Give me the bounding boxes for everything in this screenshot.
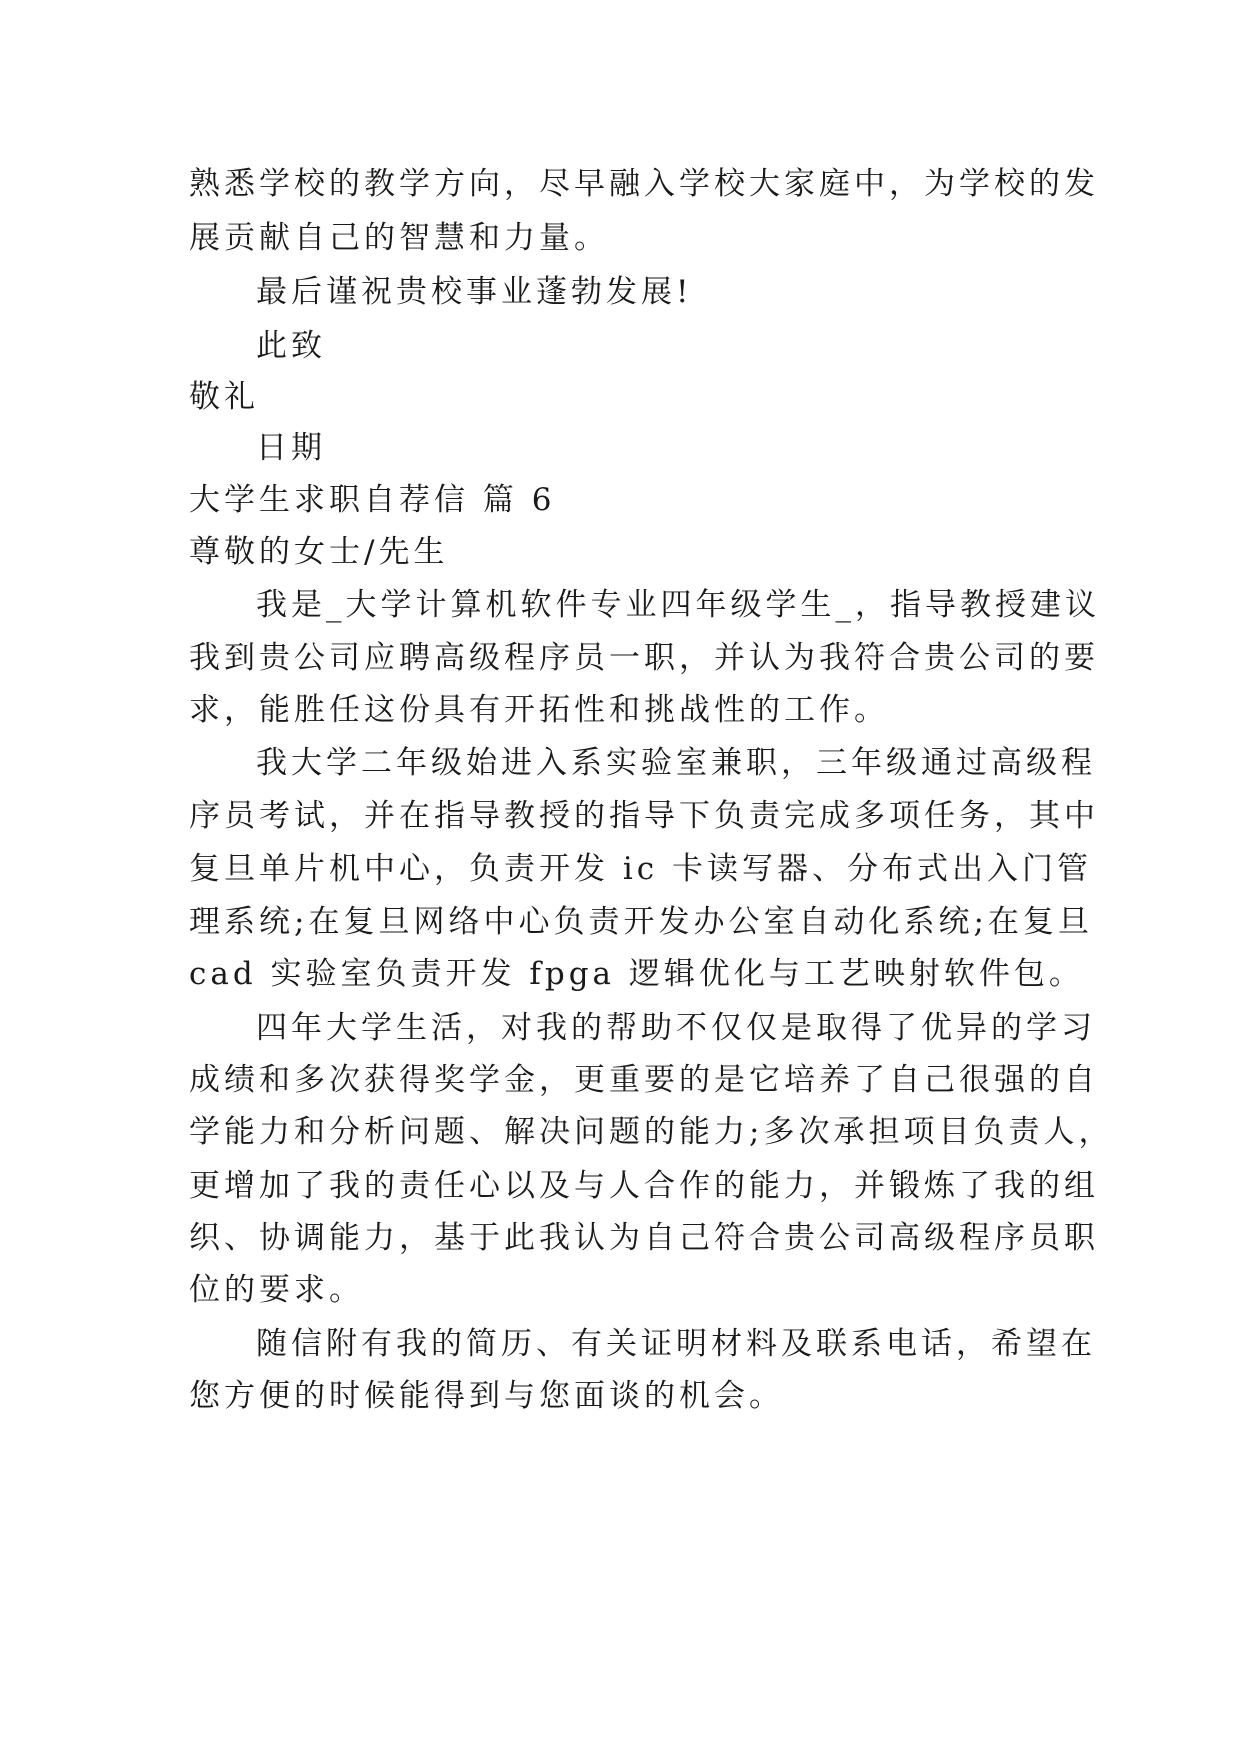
paragraph-line: 四年大学生活，对我的帮助不仅仅是取得了优异的学习 <box>256 1010 1096 1046</box>
paragraph-line: 随信附有我的简历、有关证明材料及联系电话，希望在 <box>256 1326 1096 1362</box>
paragraph-line: 学能力和分析问题、解决问题的能力;多次承担项目负责人， <box>189 1114 1114 1150</box>
paragraph-line: 成绩和多次获得奖学金，更重要的是它培养了自己很强的自 <box>189 1062 1099 1098</box>
paragraph-line: 理系统;在复旦网络中心负责开发办公室自动化系统;在复旦 <box>189 904 1093 940</box>
paragraph-line: 序员考试，并在指导教授的指导下负责完成多项任务，其中 <box>189 798 1099 834</box>
closing-wish: 最后谨祝贵校事业蓬勃发展! <box>256 274 693 310</box>
salutation-regards: 敬礼 <box>189 379 259 415</box>
date-label: 日期 <box>256 430 326 466</box>
section-title: 大学生求职自荐信 篇 6 <box>189 482 556 518</box>
paragraph-line: 求，能胜任这份具有开拓性和挑战性的工作。 <box>189 692 889 728</box>
paragraph-line: 展贡献自己的智慧和力量。 <box>189 220 609 256</box>
paragraph-line: 位的要求。 <box>189 1272 364 1308</box>
paragraph-line: 熟悉学校的教学方向，尽早融入学校大家庭中，为学校的发 <box>189 166 1099 202</box>
salutation-close: 此致 <box>256 328 326 364</box>
paragraph-line: cad 实验室负责开发 fpga 逻辑优化与工艺映射软件包。 <box>189 956 1084 992</box>
greeting: 尊敬的女士/先生 <box>189 534 449 570</box>
paragraph-line: 织、协调能力，基于此我认为自己符合贵公司高级程序员职 <box>189 1220 1099 1256</box>
paragraph-line: 我到贵公司应聘高级程序员一职，并认为我符合贵公司的要 <box>189 640 1099 676</box>
paragraph-line: 我大学二年级始进入系实验室兼职，三年级通过高级程 <box>256 745 1096 781</box>
paragraph-line: 复旦单片机中心，负责开发 ic 卡读写器、分布式出入门管 <box>189 851 1092 887</box>
paragraph-line: 您方便的时候能得到与您面谈的机会。 <box>189 1378 784 1414</box>
paragraph-line: 更增加了我的责任心以及与人合作的能力，并锻炼了我的组 <box>189 1168 1099 1204</box>
paragraph-line: 我是_大学计算机软件专业四年级学生_，指导教授建议 <box>256 587 1100 623</box>
